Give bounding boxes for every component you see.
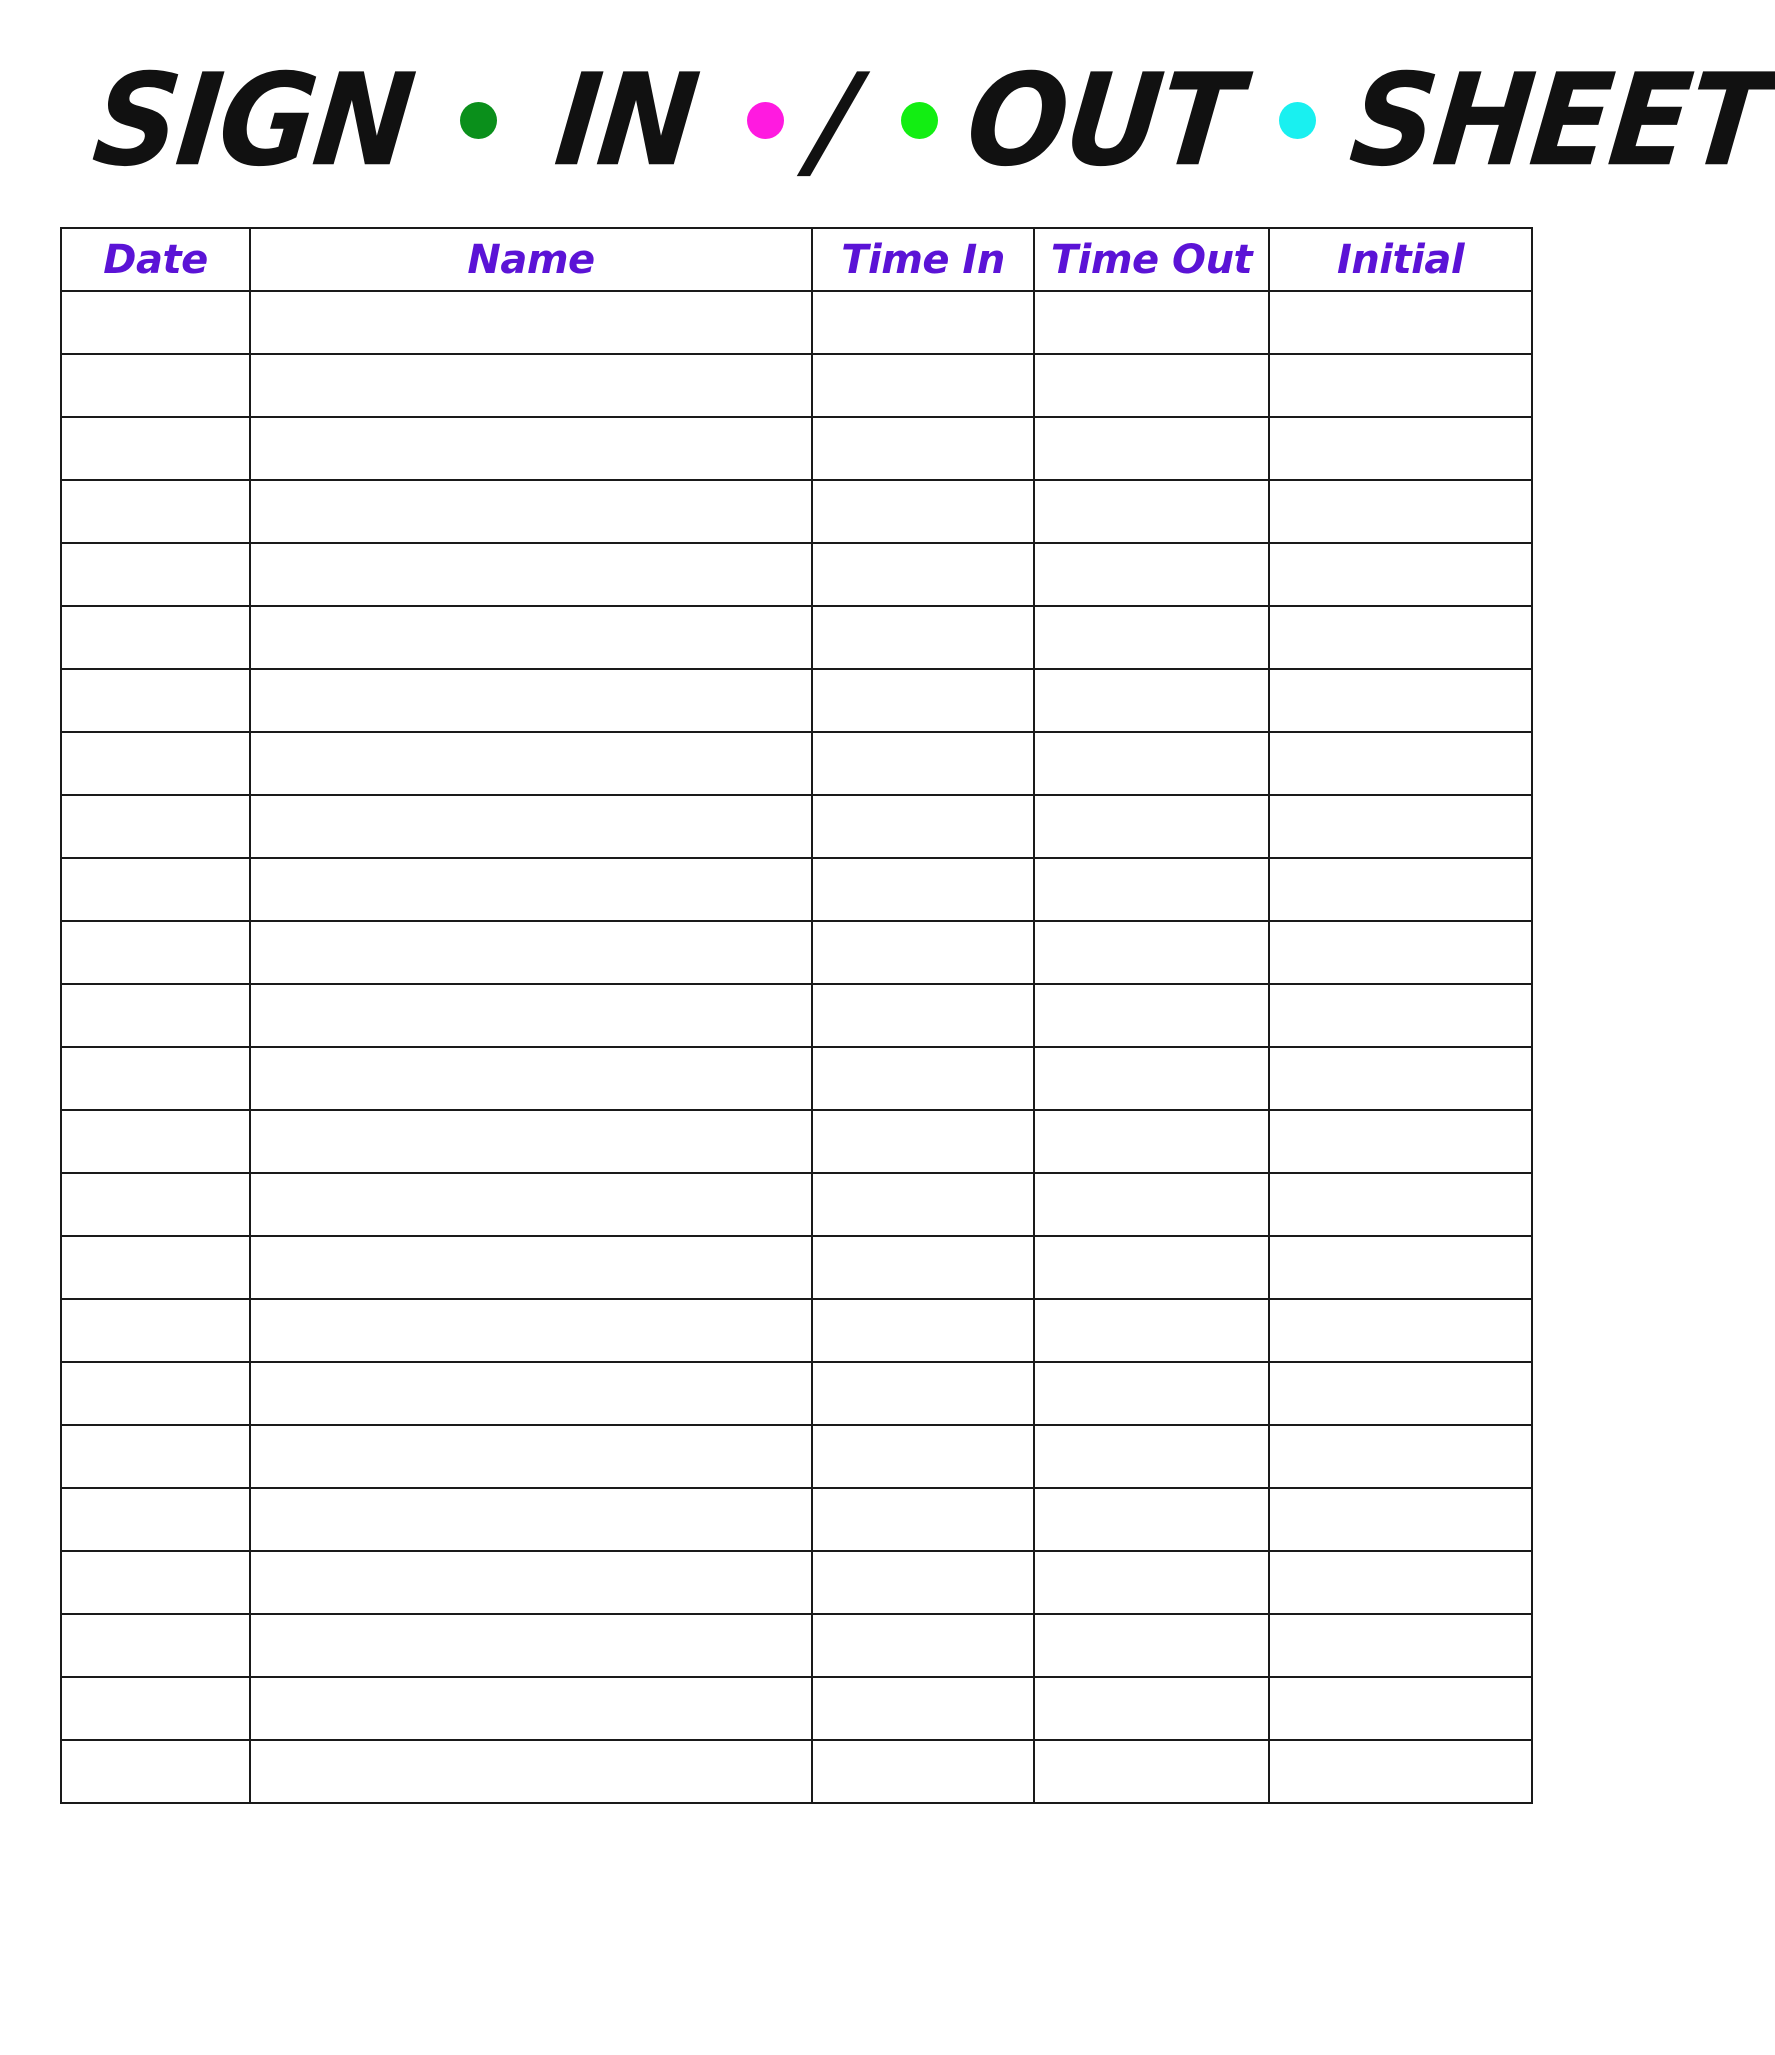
cell-date[interactable]	[61, 1236, 250, 1299]
cell-date[interactable]	[61, 543, 250, 606]
table-row	[61, 1299, 1532, 1362]
cell-time-in[interactable]	[812, 1362, 1034, 1425]
cell-name[interactable]	[250, 480, 812, 543]
cell-initial[interactable]	[1269, 921, 1532, 984]
cell-initial[interactable]	[1269, 417, 1532, 480]
cell-name[interactable]	[250, 291, 812, 354]
table-row	[61, 417, 1532, 480]
table-row	[61, 1236, 1532, 1299]
cell-initial[interactable]	[1269, 669, 1532, 732]
cell-date[interactable]	[61, 1047, 250, 1110]
cell-date[interactable]	[61, 1425, 250, 1488]
cell-date[interactable]	[61, 669, 250, 732]
cell-name[interactable]	[250, 606, 812, 669]
cell-name[interactable]	[250, 543, 812, 606]
cell-time-out[interactable]	[1034, 921, 1269, 984]
table-row	[61, 1488, 1532, 1551]
cell-time-in[interactable]	[812, 984, 1034, 1047]
table-row	[61, 1110, 1532, 1173]
table-row	[61, 1551, 1532, 1614]
cell-initial[interactable]	[1269, 1614, 1532, 1677]
cell-initial[interactable]	[1269, 984, 1532, 1047]
table-row	[61, 1677, 1532, 1740]
cell-date[interactable]	[61, 984, 250, 1047]
cell-time-in[interactable]	[812, 1236, 1034, 1299]
column-header-date: Date	[61, 228, 250, 291]
cell-name[interactable]	[250, 1551, 812, 1614]
cell-time-out[interactable]	[1034, 1173, 1269, 1236]
cell-time-out[interactable]	[1034, 732, 1269, 795]
cell-time-out[interactable]	[1034, 1677, 1269, 1740]
cell-time-out[interactable]	[1034, 1236, 1269, 1299]
magenta-dot-icon	[747, 102, 784, 139]
cell-initial[interactable]	[1269, 1677, 1532, 1740]
cell-name[interactable]	[250, 1488, 812, 1551]
cell-time-in[interactable]	[812, 480, 1034, 543]
cell-time-out[interactable]	[1034, 1299, 1269, 1362]
cell-date[interactable]	[61, 354, 250, 417]
cell-time-in[interactable]	[812, 354, 1034, 417]
cell-time-out[interactable]	[1034, 480, 1269, 543]
cell-name[interactable]	[250, 1299, 812, 1362]
cell-initial[interactable]	[1269, 1362, 1532, 1425]
cell-time-in[interactable]	[812, 1488, 1034, 1551]
cell-time-in[interactable]	[812, 795, 1034, 858]
title-word-in: IN	[548, 45, 704, 195]
table-row	[61, 858, 1532, 921]
cell-time-in[interactable]	[812, 1299, 1034, 1362]
cell-time-out[interactable]	[1034, 795, 1269, 858]
title-word-sheet: SHEET	[1344, 45, 1775, 195]
cell-time-in[interactable]	[812, 858, 1034, 921]
green-dot-icon	[460, 102, 497, 139]
cell-name[interactable]	[250, 354, 812, 417]
cell-name[interactable]	[250, 1173, 812, 1236]
cell-time-out[interactable]	[1034, 1047, 1269, 1110]
title-word-sign: SIGN	[87, 45, 420, 195]
cell-time-in[interactable]	[812, 1047, 1034, 1110]
cell-name[interactable]	[250, 1677, 812, 1740]
cell-date[interactable]	[61, 480, 250, 543]
cell-date[interactable]	[61, 795, 250, 858]
cell-time-in[interactable]	[812, 543, 1034, 606]
cell-time-out[interactable]	[1034, 669, 1269, 732]
cell-time-out[interactable]	[1034, 1740, 1269, 1803]
table-row	[61, 1173, 1532, 1236]
cell-date[interactable]	[61, 417, 250, 480]
cell-time-in[interactable]	[812, 1614, 1034, 1677]
cell-date[interactable]	[61, 1740, 250, 1803]
cell-name[interactable]	[250, 921, 812, 984]
cell-name[interactable]	[250, 1740, 812, 1803]
table-row	[61, 1740, 1532, 1803]
table-header-row	[61, 228, 1532, 291]
table-row	[61, 732, 1532, 795]
cell-initial[interactable]	[1269, 291, 1532, 354]
cell-name[interactable]	[250, 1425, 812, 1488]
cell-initial[interactable]	[1269, 606, 1532, 669]
cell-time-out[interactable]	[1034, 606, 1269, 669]
column-header-name: Name	[250, 228, 812, 291]
cell-initial[interactable]	[1269, 354, 1532, 417]
table-row	[61, 291, 1532, 354]
table-row	[61, 354, 1532, 417]
table-row	[61, 606, 1532, 669]
cell-time-out[interactable]	[1034, 1425, 1269, 1488]
table-row	[61, 921, 1532, 984]
cell-time-in[interactable]	[812, 1425, 1034, 1488]
table-row	[61, 1425, 1532, 1488]
table-row	[61, 480, 1532, 543]
column-header-time-out: Time Out	[1034, 228, 1269, 291]
cell-time-in[interactable]	[812, 669, 1034, 732]
cell-time-in[interactable]	[812, 417, 1034, 480]
cell-initial[interactable]	[1269, 1740, 1532, 1803]
table-row	[61, 1362, 1532, 1425]
cell-initial[interactable]	[1269, 1299, 1532, 1362]
cell-name[interactable]	[250, 858, 812, 921]
cell-time-in[interactable]	[812, 1740, 1034, 1803]
cell-date[interactable]	[61, 1173, 250, 1236]
title-word-out: OUT	[960, 45, 1247, 195]
cell-time-out[interactable]	[1034, 1614, 1269, 1677]
cell-time-out[interactable]	[1034, 984, 1269, 1047]
table-row	[61, 795, 1532, 858]
cell-date[interactable]	[61, 1110, 250, 1173]
cell-initial[interactable]	[1269, 1425, 1532, 1488]
lime-dot-icon	[901, 102, 938, 139]
cell-date[interactable]	[61, 1362, 250, 1425]
cell-date[interactable]	[61, 606, 250, 669]
cell-initial[interactable]	[1269, 732, 1532, 795]
column-header-time-in: Time In	[812, 228, 1034, 291]
cell-name[interactable]	[250, 984, 812, 1047]
cell-name[interactable]	[250, 1110, 812, 1173]
cell-name[interactable]	[250, 1614, 812, 1677]
cell-initial[interactable]	[1269, 858, 1532, 921]
cell-name[interactable]	[250, 1236, 812, 1299]
cell-time-out[interactable]	[1034, 1362, 1269, 1425]
table-row	[61, 543, 1532, 606]
table-row	[61, 1047, 1532, 1110]
cell-date[interactable]	[61, 732, 250, 795]
column-header-initial: Initial	[1269, 228, 1532, 291]
cell-time-out[interactable]	[1034, 354, 1269, 417]
cell-name[interactable]	[250, 732, 812, 795]
cell-time-out[interactable]	[1034, 858, 1269, 921]
cell-date[interactable]	[61, 858, 250, 921]
cell-name[interactable]	[250, 1362, 812, 1425]
cell-time-in[interactable]	[812, 291, 1034, 354]
cell-date[interactable]	[61, 1299, 250, 1362]
cell-date[interactable]	[61, 1614, 250, 1677]
cell-initial[interactable]	[1269, 1047, 1532, 1110]
cyan-dot-icon	[1279, 102, 1316, 139]
cell-time-out[interactable]	[1034, 543, 1269, 606]
cell-name[interactable]	[250, 669, 812, 732]
table-row	[61, 984, 1532, 1047]
cell-name[interactable]	[250, 1047, 812, 1110]
cell-initial[interactable]	[1269, 1488, 1532, 1551]
cell-initial[interactable]	[1269, 795, 1532, 858]
cell-date[interactable]	[61, 1488, 250, 1551]
cell-time-out[interactable]	[1034, 417, 1269, 480]
cell-time-out[interactable]	[1034, 1110, 1269, 1173]
sign-in-out-table	[60, 227, 1533, 1804]
cell-date[interactable]	[61, 1551, 250, 1614]
cell-time-in[interactable]	[812, 606, 1034, 669]
cell-time-in[interactable]	[812, 1551, 1034, 1614]
cell-initial[interactable]	[1269, 480, 1532, 543]
cell-time-in[interactable]	[812, 1173, 1034, 1236]
cell-time-in[interactable]	[812, 732, 1034, 795]
cell-name[interactable]	[250, 795, 812, 858]
cell-time-out[interactable]	[1034, 1551, 1269, 1614]
cell-initial[interactable]	[1269, 1110, 1532, 1173]
cell-date[interactable]	[61, 1677, 250, 1740]
cell-initial[interactable]	[1269, 1551, 1532, 1614]
cell-time-out[interactable]	[1034, 1488, 1269, 1551]
cell-time-out[interactable]	[1034, 291, 1269, 354]
cell-name[interactable]	[250, 417, 812, 480]
cell-time-in[interactable]	[812, 1677, 1034, 1740]
cell-time-in[interactable]	[812, 921, 1034, 984]
cell-date[interactable]	[61, 921, 250, 984]
cell-initial[interactable]	[1269, 1236, 1532, 1299]
table-row	[61, 669, 1532, 732]
cell-initial[interactable]	[1269, 1173, 1532, 1236]
sheet-title	[87, 45, 1775, 195]
table-row	[61, 1614, 1532, 1677]
cell-time-in[interactable]	[812, 1110, 1034, 1173]
title-word-slash: /	[806, 45, 864, 195]
cell-initial[interactable]	[1269, 543, 1532, 606]
table-body	[61, 291, 1532, 1803]
cell-date[interactable]	[61, 291, 250, 354]
